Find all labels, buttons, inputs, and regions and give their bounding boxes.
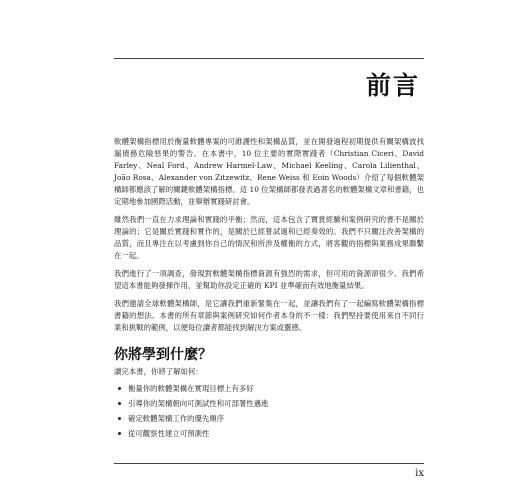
- bullet-icon: [118, 387, 121, 390]
- bullet-icon: [118, 432, 121, 435]
- list-item-text: 引導你的架構朝向可測試性和可部署性邁進: [128, 399, 269, 408]
- paragraph: 我們進行了一項調查，發現對軟體架構指標資源有強烈的需求，但可用的資源卻很少。我們希望這本書能夠發揮作用，並幫助你設定正確的 KPI 並準確而有效地衡量結果。: [114, 269, 424, 290]
- list-item-text: 確定軟體架構工作的優先順序: [128, 414, 225, 423]
- bottom-rule: [114, 463, 424, 464]
- bullet-icon: [118, 417, 121, 420]
- section-intro: 讀完本書，你將了解如何：: [114, 367, 203, 376]
- paragraph: 我們邀請全球軟體架構師，是它讓我們重新緊集在一起，並讓我們有了一起編寫軟體架構指標書籍的想法。本書的所有章節與案例研究如何作者本身的不一樣：我們堅持要使用來自不同行業和挑戰的範例，以便每位讀者都能找到解決方案或靈感。: [114, 299, 424, 332]
- top-rule: [114, 58, 424, 59]
- list-item: [118, 381, 268, 396]
- section-heading: 你將學到什麼？: [114, 347, 212, 363]
- list-item-text: 從可觀察性建立可預測性: [128, 429, 210, 438]
- paragraph: 雖然我們一直在力求理論和實踐的平衡；然而，這本包含了寶貴經驗和案例研究的書不是關於理論的；它是關於實踐和實作的，是關於已經嘗試過和已經奏效的。我們不只關注改善架構的品質，而且專注在以考慮到你自己的情況和所涉及權衡的方式，將客觀的指標與業務成果聯繫在一起。: [114, 215, 424, 260]
- bullet-icon: [118, 402, 121, 405]
- bullet-list: [118, 381, 268, 441]
- list-item: [118, 396, 268, 411]
- page-number: ix: [415, 468, 424, 479]
- list-item-text: 衡量你的軟體架構在實現目標上有多好: [128, 384, 254, 393]
- body-text: [114, 136, 424, 340]
- paragraph: 軟體架構指標用於衡量軟體專案的可維護性和架構品質，並在開發過程初期提供有關架構波找漏債務危險惡果的警告。在本書中，10 位主要的實際實踐者（Christian Ciceri、David Farley、Neal Ford、Andrew Harmel-Law、Michael Keeling、Carola Lilienthal、João Rosa、Alexander von Zitzewitz、Rene Weiss 和 Eoin Woods）介紹了每個軟體架構師都應該了解的關鍵軟體架構指標。這 10 位架構師都發表過著名的軟體架構文章和書籍，也定期地參加國際活動，並舉辦實踐研討會。: [114, 137, 424, 206]
- chapter-title: 前言: [365, 71, 420, 100]
- list-item: [118, 426, 268, 441]
- list-item: [118, 411, 268, 426]
